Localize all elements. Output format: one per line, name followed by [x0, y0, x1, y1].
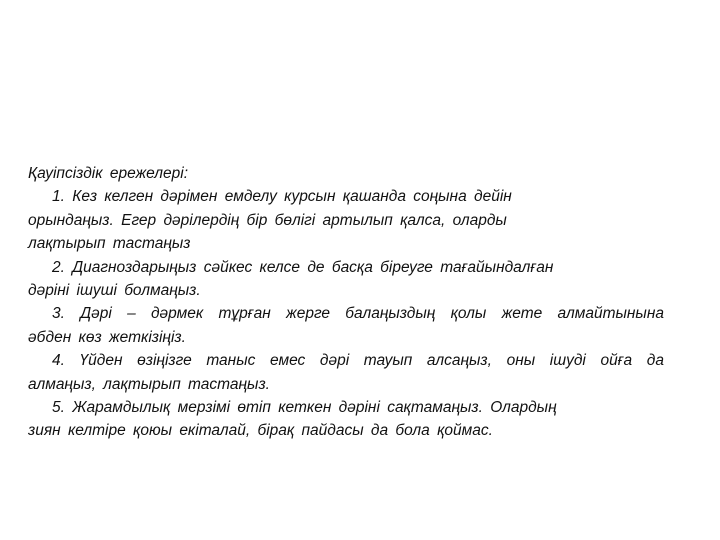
rule-1-line-3: лақтырып тастаңыз [28, 235, 191, 253]
rule-4-line-1: 4. Үйден өзіңізге таныс емес дәрі тауып алсаңыз, оны ішуді ойға да [52, 352, 664, 370]
rule-4-line-2: алмаңыз, лақтырып тастаңыз. [28, 375, 270, 393]
rule-2-line-2: дәріні ішуші болмаңыз. [28, 281, 201, 299]
rules-heading: Қауіпсіздік ережелері: [28, 165, 189, 182]
rule-5-line-2: зиян келтіре қоюы екіталай, бірақ пайдасы да бола қоймас. [28, 422, 493, 440]
rule-3-line-2: әбден көз жеткізіңіз. [28, 328, 186, 346]
safety-rules-text [28, 162, 664, 443]
rule-1-line-1: 1. Кез келген дәрімен емделу курсын қашанда соңына дейін [52, 188, 512, 206]
rule-5-line-1: 5. Жарамдылық мерзімі өтіп кеткен дәріні сақтамаңыз. Олардың [52, 398, 557, 416]
rule-2-line-1: 2. Диагноздарыңыз сәйкес келсе де басқа біреуге тағайындалған [52, 258, 554, 276]
rule-3-line-1: 3. Дәрі – дәрмек тұрған жерге балаңыздың қолы жете алмайтынына [52, 305, 664, 323]
rule-1-line-2: орындаңыз. Егер дәрілердің бір бөлігі артылып қалса, оларды [28, 211, 507, 229]
